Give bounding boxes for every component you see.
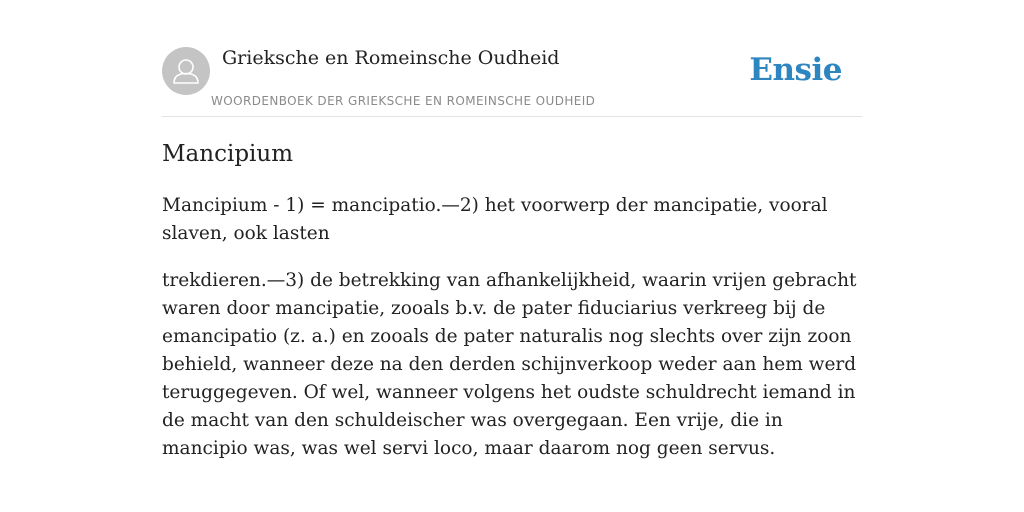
entry-paragraph: trekdieren.—3) de betrekking van afhankelijkheid, waarin vrijen gebracht waren door mancipatie, zooals b.v. de pater fiduciarius verkreeg bij de emancipatio (z. a.) en zooals de pater naturalis nog slechts over zijn zoon behield, wanneer deze na den derden schijnverkoop weder aan hem werd teruggegeven. Of wel, wanneer volgens het oudste schuldrecht iemand in de macht van den schuldeischer was overgegaan. Een vrije, die in mancipio was, was wel servi loco, maar daarom nog geen servus.	[162, 270, 857, 459]
brand-logo[interactable]: Ensie	[749, 52, 842, 88]
entry-title: Mancipium	[162, 141, 294, 167]
source-subtitle: WOORDENBOEK DER GRIEKSCHE EN ROMEINSCHE OUDHEID	[211, 94, 596, 108]
entry-paragraph: Mancipium - 1) = mancipatio.—2) het voorwerp der mancipatie, vooral slaven, ook lasten	[162, 195, 828, 244]
user-icon	[162, 47, 210, 95]
entry-content	[162, 138, 864, 463]
source-title[interactable]: Grieksche en Romeinsche Oudheid	[222, 47, 560, 69]
avatar[interactable]	[162, 47, 210, 95]
page-header	[162, 40, 862, 117]
